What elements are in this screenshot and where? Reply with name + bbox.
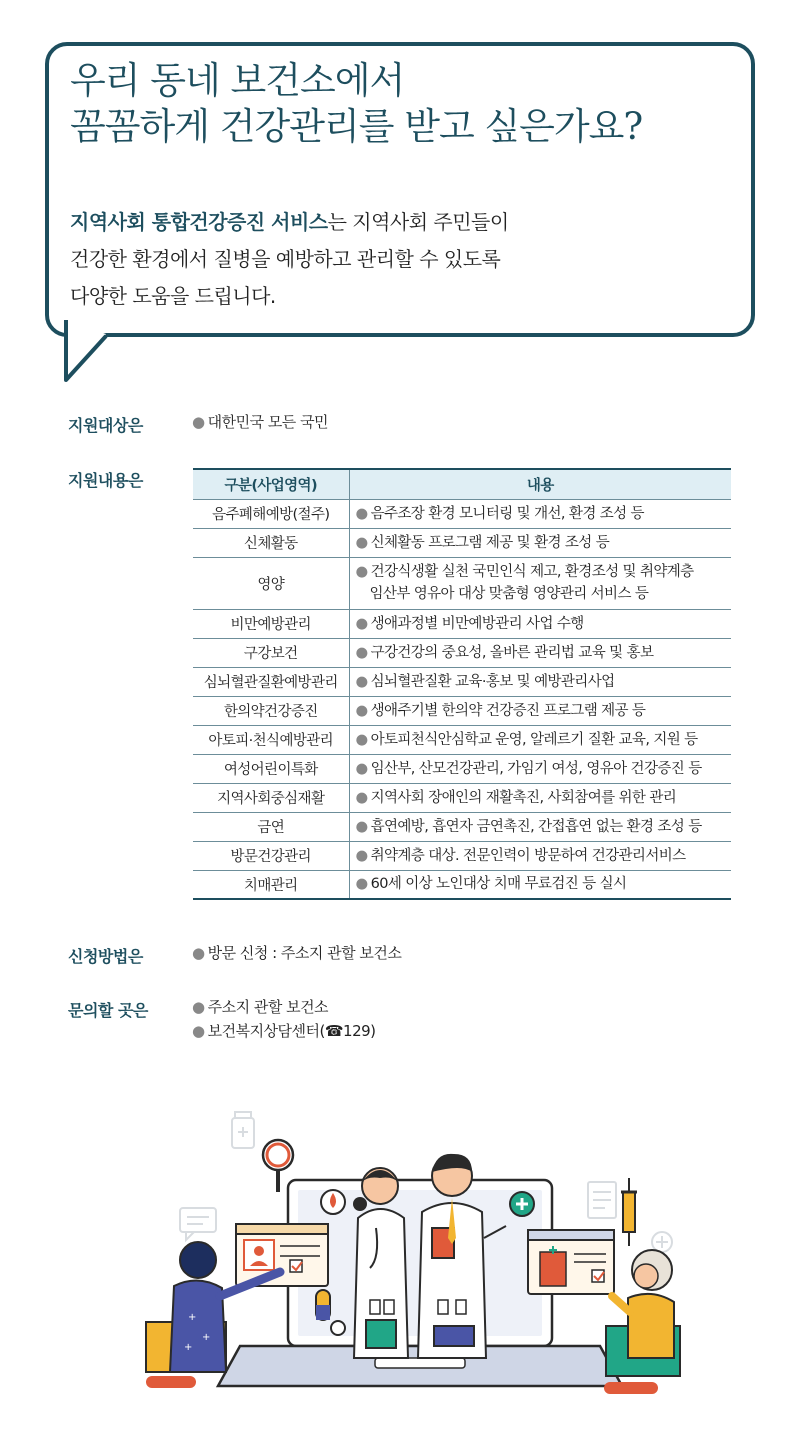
bullet-icon: ● (355, 534, 368, 551)
bullet-icon: ● (355, 876, 368, 893)
table-cell-content (349, 499, 731, 528)
table-cell-content (349, 528, 731, 557)
inquiry-item: ● 주소지 관할 보건소 (192, 998, 329, 1016)
table-cell-area: 구강보건 (193, 638, 349, 667)
bullet-icon: ● (355, 760, 368, 777)
table-cell-content (349, 609, 731, 638)
table-header-row (193, 469, 731, 499)
bullet-icon: ● (355, 818, 368, 835)
table-cell-content (349, 638, 731, 667)
content-label: 지원내용은 (68, 471, 143, 490)
medical-cross-icon (510, 1192, 534, 1216)
content-line: ● 생애주기별 한의약 건강증진 프로그램 제공 등 (355, 702, 646, 719)
table-cell-content (349, 841, 731, 870)
chat-bubble-icon (180, 1208, 216, 1240)
svg-text:+: + (202, 1332, 211, 1343)
table-cell-content (349, 754, 731, 783)
table-header-content: 내용 (349, 469, 731, 499)
table-cell-content (349, 725, 731, 754)
apply-value: ● 방문 신청 : 주소지 관할 보건소 (192, 944, 402, 962)
table-cell-area: 비만예방관리 (193, 609, 349, 638)
table-cell-content (349, 557, 731, 609)
table-cell-area: 심뇌혈관질환예방관리 (193, 667, 349, 696)
table-row (193, 696, 731, 725)
table-row (193, 557, 731, 609)
elderly-woman-illustration (604, 1250, 680, 1394)
table-cell-area: 지역사회중심재활 (193, 783, 349, 812)
service-name: 지역사회 통합건강증진 서비스 (70, 210, 328, 234)
intro-line-2: 건강한 환경에서 질병을 예방하고 관리할 수 있도록 (70, 247, 501, 271)
svg-text:+: + (184, 1342, 193, 1353)
content-line: ● 지역사회 장애인의 재활촉진, 사회참여를 위한 관리 (355, 789, 677, 806)
table-cell-area: 치매관리 (193, 870, 349, 899)
table-cell-content (349, 870, 731, 899)
table-row (193, 783, 731, 812)
bullet-icon: ● (355, 673, 368, 690)
bullet-icon: ● (355, 615, 368, 632)
table-cell-area: 방문건강관리 (193, 841, 349, 870)
content-line: ● 임산부, 산모건강관리, 가임기 여성, 영유아 건강증진 등 (355, 760, 702, 777)
apply-label: 신청방법은 (68, 947, 143, 966)
bullet-icon: ● (355, 564, 368, 580)
table-cell-content (349, 812, 731, 841)
inquiry-list (192, 995, 376, 1043)
support-content-table (193, 468, 731, 900)
content-line: ● 신체활동 프로그램 제공 및 환경 조성 등 (355, 534, 610, 551)
table-row (193, 667, 731, 696)
bullet-icon: ● (355, 789, 368, 806)
healthcare-illustration (140, 1100, 700, 1410)
title-line-2: 꼼꼼하게 건강관리를 받고 싶은가요? (70, 105, 643, 148)
content-line: ● 취약계층 대상. 전문인력이 방문하여 건강관리서비스 (355, 847, 686, 864)
bullet-icon: ● (355, 505, 368, 522)
inquiry-item: ● 보건복지상담센터(☎129) (192, 1022, 376, 1040)
inquiry-label: 문의할 곳은 (68, 1001, 148, 1020)
table-row (193, 499, 731, 528)
svg-text:+: + (188, 1312, 197, 1323)
table-cell-content (349, 667, 731, 696)
profile-card-icon (236, 1224, 328, 1286)
intro-text (70, 204, 509, 315)
table-cell-area: 아토피·천식예방관리 (193, 725, 349, 754)
page-title (70, 58, 642, 150)
document-icon (588, 1182, 616, 1218)
content-line: 임산부 영유아 대상 맞춤형 영양관리 서비스 등 (369, 586, 649, 602)
table-row (193, 638, 731, 667)
content-line: ● 구강건강의 중요성, 올바른 관리법 교육 및 홍보 (355, 644, 654, 661)
table-cell-area: 음주폐해예방(절주) (193, 499, 349, 528)
bullet-icon: ● (355, 644, 368, 661)
table-cell-area: 영양 (193, 557, 349, 609)
content-line: ● 60세 이상 노인대상 치매 무료검진 등 실시 (355, 876, 627, 893)
table-cell-area: 금연 (193, 812, 349, 841)
table-cell-content (349, 783, 731, 812)
content-line: ● 건강식생활 실천 국민인식 제고, 환경조성 및 취약계층 (355, 564, 694, 580)
table-row (193, 754, 731, 783)
table-cell-area: 한의약건강증진 (193, 696, 349, 725)
bullet-icon: ● (355, 702, 368, 719)
content-line: ● 생애과정별 비만예방관리 사업 수행 (355, 615, 584, 632)
syringe-icon (621, 1178, 637, 1246)
intro-line-3: 다양한 도움을 드립니다. (70, 284, 276, 308)
intro-line-1: 는 지역사회 주민들이 (327, 210, 509, 234)
blood-drop-icon (321, 1190, 345, 1214)
plus-circle-icon (652, 1232, 672, 1252)
content-line: ● 음주조장 환경 모니터링 및 개선, 환경 조성 등 (355, 505, 644, 522)
table-row (193, 870, 731, 899)
table-row (193, 725, 731, 754)
target-value: ● 대한민국 모든 국민 (192, 413, 329, 431)
medicine-bottle-icon (232, 1112, 254, 1148)
content-line: ● 아토피천식안심학교 운영, 알레르기 질환 교육, 지원 등 (355, 731, 698, 748)
table-cell-content (349, 696, 731, 725)
table-cell-area: 신체활동 (193, 528, 349, 557)
speech-bubble-tail (62, 320, 122, 386)
content-line: ● 심뇌혈관질환 교육·홍보 및 예방관리사업 (355, 673, 615, 690)
table-row (193, 812, 731, 841)
table-header-area: 구분(사업영역) (193, 469, 349, 499)
content-line: ● 흡연예방, 흡연자 금연촉진, 간접흡연 없는 환경 조성 등 (355, 818, 702, 835)
title-line-1: 우리 동네 보건소에서 (70, 59, 405, 102)
table-row (193, 841, 731, 870)
bullet-icon: ● (355, 847, 368, 864)
bullet-icon: ● (355, 731, 368, 748)
table-cell-area: 여성어린이특화 (193, 754, 349, 783)
hospital-card-icon (528, 1230, 614, 1294)
target-label: 지원대상은 (68, 416, 143, 435)
table-row (193, 609, 731, 638)
table-row (193, 528, 731, 557)
